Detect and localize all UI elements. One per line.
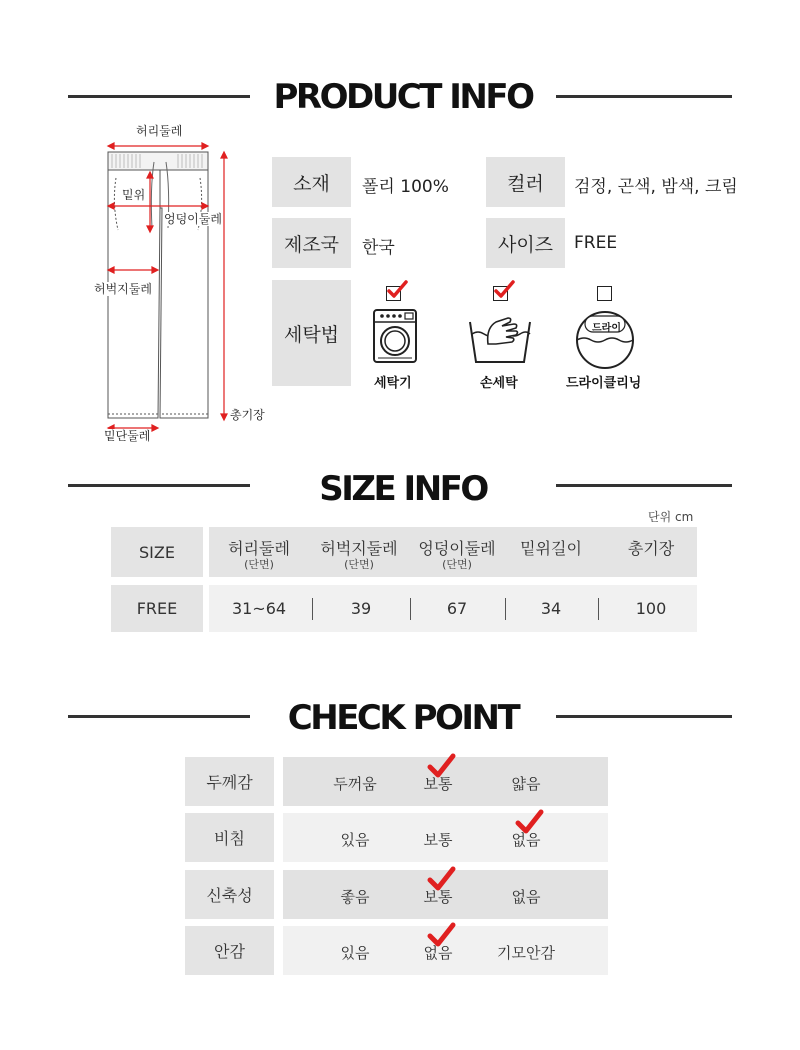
origin-label: 제조국 — [272, 218, 351, 268]
check-point-option: 있음 — [340, 831, 370, 849]
column-sub: (단면) — [344, 558, 374, 571]
check-point-label: 신축성 — [185, 870, 274, 919]
column-separator — [598, 598, 599, 620]
pants-measurement-diagram — [90, 118, 270, 448]
divider-line — [556, 484, 732, 487]
red-check-icon — [514, 809, 544, 835]
check-point-label: 안감 — [185, 926, 274, 975]
column-separator — [505, 598, 506, 620]
column-sub: (단면) — [244, 558, 274, 571]
column-name: 엉덩이둘레 — [418, 539, 496, 558]
rise-label: 밑위 — [122, 188, 146, 202]
size-info-header — [0, 464, 800, 514]
wash-method-label: 세탁법 — [272, 280, 351, 386]
hand-wash-icon — [466, 314, 534, 370]
size-header-label: SIZE — [111, 527, 203, 577]
divider-line — [68, 715, 250, 718]
value-rise: 34 — [540, 599, 562, 618]
check-point-option: 좋음 — [340, 888, 370, 906]
wash-machine-label: 세탁기 — [374, 376, 412, 391]
value-length: 100 — [635, 599, 667, 618]
divider-line — [556, 95, 732, 98]
checkbox-checked — [493, 286, 508, 301]
divider-line — [556, 715, 732, 718]
material-value: 폴리 100% — [362, 177, 449, 197]
check-point-option: 두꺼움 — [333, 775, 377, 793]
dry-clean — [564, 280, 644, 390]
red-check-icon — [493, 279, 515, 301]
check-point-label: 두께감 — [185, 757, 274, 806]
divider-line — [68, 484, 250, 487]
red-check-icon — [426, 753, 456, 779]
product-info-header — [0, 72, 800, 122]
divider-line — [68, 95, 250, 98]
col-hip — [407, 539, 507, 571]
red-check-icon — [426, 922, 456, 948]
check-point-option: 보통 — [423, 888, 453, 906]
checkbox-checked — [386, 286, 401, 301]
column-name: 총기장 — [627, 539, 675, 558]
wash-machine — [362, 280, 426, 390]
check-point-option: 없음 — [423, 944, 453, 962]
check-point-option: 없음 — [511, 831, 541, 849]
dry-clean-icon-text: 드라이 — [592, 323, 621, 334]
red-check-icon — [426, 866, 456, 892]
col-thigh — [309, 539, 409, 571]
check-point-option: 얇음 — [511, 775, 541, 793]
column-name: 허벅지둘레 — [320, 539, 398, 558]
dry-clean-icon — [572, 308, 638, 372]
size-label: 사이즈 — [486, 218, 565, 268]
washing-machine-icon — [372, 308, 418, 364]
value-thigh: 39 — [350, 599, 372, 618]
waist-label: 허리둘레 — [136, 124, 183, 138]
color-value: 검정, 곤색, 밤색, 크림 — [574, 177, 738, 197]
dry-clean-label: 드라이클리닝 — [566, 376, 642, 391]
spacer — [203, 527, 209, 577]
check-point-option: 있음 — [340, 944, 370, 962]
column-name: 밑위길이 — [520, 539, 582, 558]
check-point-option: 없음 — [511, 888, 541, 906]
col-length — [611, 539, 691, 559]
material-label: 소재 — [272, 157, 351, 207]
thigh-label: 허벅지둘레 — [94, 282, 152, 296]
col-rise — [509, 539, 593, 559]
column-sub: (단면) — [442, 558, 472, 571]
section-title: SIZE INFO — [319, 469, 487, 509]
hip-label: 엉덩이둘레 — [164, 212, 222, 226]
value-hip: 67 — [446, 599, 468, 618]
column-name: 허리둘레 — [228, 539, 290, 558]
check-point-label: 비침 — [185, 813, 274, 862]
value-waist: 31~64 — [231, 599, 287, 618]
length-label: 총기장 — [230, 408, 265, 422]
hem-label: 밑단둘레 — [104, 429, 151, 443]
column-separator — [312, 598, 313, 620]
section-title: PRODUCT INFO — [273, 77, 533, 117]
check-point-option: 기모안감 — [497, 944, 555, 962]
red-check-icon — [386, 279, 408, 301]
size-table-header — [111, 527, 697, 577]
check-point-option: 보통 — [423, 831, 453, 849]
col-waist — [219, 539, 299, 571]
size-value: FREE — [574, 233, 618, 253]
spacer — [203, 585, 209, 632]
check-point-option: 보통 — [423, 775, 453, 793]
unit-label: 단위 cm — [648, 510, 694, 524]
origin-value: 한국 — [362, 238, 395, 258]
section-title: CHECK POINT — [287, 698, 519, 738]
table-row — [111, 585, 697, 632]
color-label: 컬러 — [486, 157, 565, 207]
column-separator — [410, 598, 411, 620]
hand-wash — [464, 280, 536, 390]
row-size-label: FREE — [111, 585, 203, 632]
hand-wash-label: 손세탁 — [480, 376, 518, 391]
check-point-header — [0, 693, 800, 743]
checkbox-unchecked — [597, 286, 612, 301]
